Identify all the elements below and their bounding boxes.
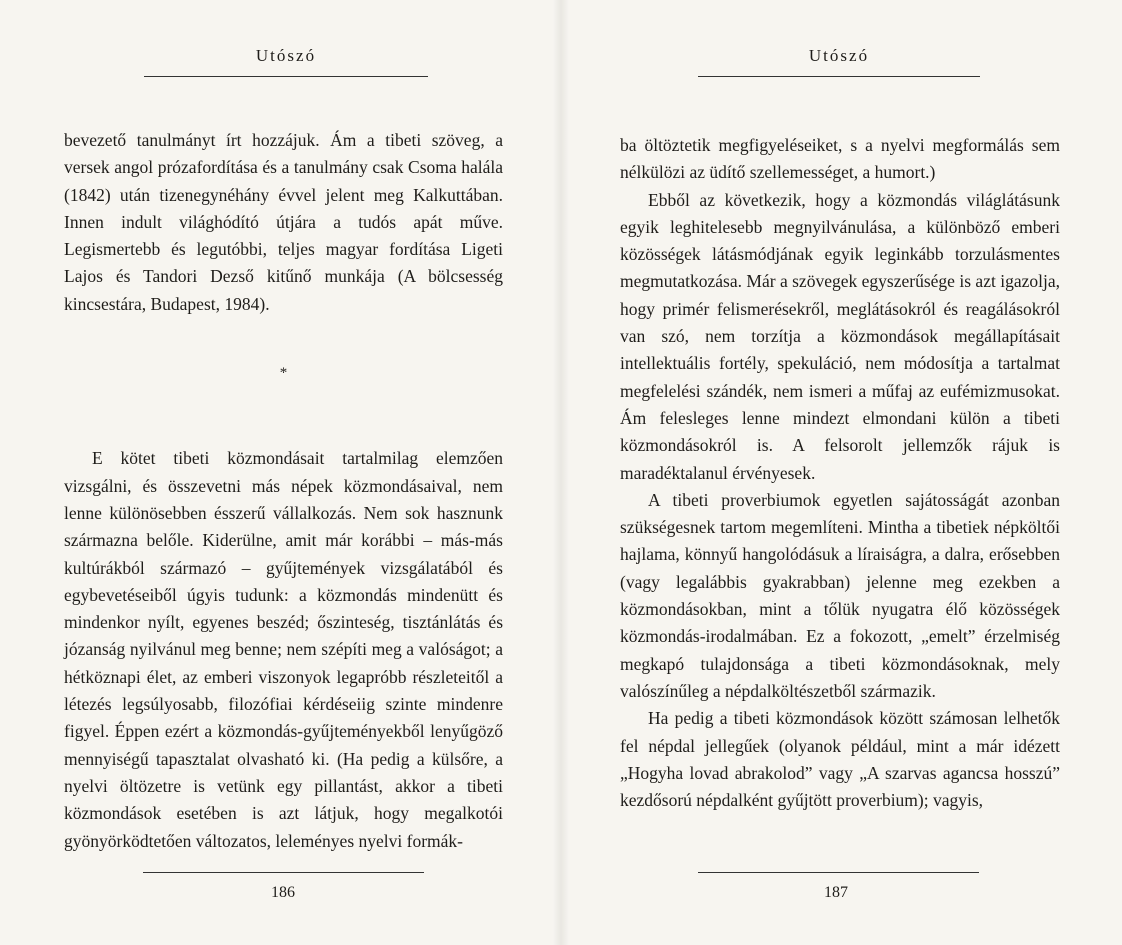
- page-number-right: 187: [824, 884, 848, 901]
- section-break-asterisk: *: [279, 365, 288, 382]
- paragraph: Ebből az következik, hogy a közmondás világlátásunk egyik leghitelesebb megnyilvánulása, a különböző emberi közösségek látásmódjának egyik leginkább torzulásmentes megmutatkozása. Már a szövegek egyszerűsége is azt igazolja, hogy primér felismerésekről, meglátásokról és reagálásokról van szó, nem torzítja a közmondások megállapításait intellektuális fortély, spekuláció, nem módosítja a tartalmat megfelelési szándék, nem ismeri a műfaj az eufémizmusokat. Ám felesleges lenne mindezt elmondani külön a tibeti közmondásokról is. A felsorolt jellemzők rájuk is maradéktalanul érvényesek.: [620, 189, 1060, 483]
- page-number-left: 186: [271, 884, 295, 901]
- right-page: [561, 0, 1122, 945]
- paragraph: E kötet tibeti közmondásait tartalmilag elemzően vizsgálni, és összevetni más népek közmondásaival, nem lenne különösebben ésszerű vállalkozás. Nem sok hasznunk származna belőle. Kiderülne, amit már korábbi – más-más kultúrákból származó – gyűjtemények vizsgálatából és egybevetéseiből úgyis tudunk: a közmondás mindenütt és mindenkor nyílt, egyenes beszéd; őszinteség, tisztánlátás és józanság nyilvánul meg benne; nem szépíti meg a valóságot; a hétköznapi élet, az emberi viszonyok legapróbb részleteitől a létezés legsúlyosabb, filozófiai kérdéseiig szinte mindenre figyel. Éppen ezért a közmondás-gyűjteményekből lenyűgöző mennyiségű tapasztalat olvasható ki. (Ha pedig a külsőre, a nyelvi öltözetre is vetünk egy pillantást, akkor a tibeti közmondások esetében is azt látjuk, hogy megalkotói gyönyörködtetően változatos, leleményes nyelvi formák-: [64, 448, 503, 851]
- header-rule-left: [144, 76, 428, 77]
- left-page-body: [64, 127, 503, 855]
- running-head-left: Utószó: [255, 46, 317, 65]
- running-head-right: Utószó: [808, 46, 870, 65]
- header-rule-right: [698, 76, 980, 77]
- paragraph: Ha pedig a tibeti közmondások között számosan lelhetők fel népdal jellegűek (olyanok például, mint a már idézett „Hogyha lovad abrakolod” vagy „A szarvas agancsa hosszú” kezdősorú népdalként gyűjtött proverbium); vagyis,: [620, 708, 1060, 811]
- footer-rule-right: [698, 872, 979, 873]
- paragraph: A tibeti proverbiumok egyetlen sajátosságát azonban szükségesnek tartom megemlíteni. Mintha a tibetiek népköltői hajlama, könnyű hangolódásuk a líraiságra, a dalra, erősebben (vagy legalábbis gyakrabban) jelenne meg ezekben a közmondásokban, mint a tőlük nyugatra élő közösségek közmondás-irodalmában. Ez a fokozott, „emelt” érzelmiség megkapó tulajdonsága a tibeti közmondásoknak, mely valószínűleg a népdalköltészetből származik.: [620, 489, 1060, 701]
- paragraph-continuation: bevezető tanulmányt írt hozzájuk. Ám a tibeti szöveg, a versek angol prózafordítása és a tanulmány csak Csoma halála (1842) után tizenegynéhány évvel jelent meg Kalkuttában. Innen indult világhódító útjára a tudós apát műve. Legismertebb és legutóbbi, teljes magyar fordítása Ligeti Lajos és Tandori Dezső kitűnő munkája (A bölcsesség kincsestára, Budapest, 1984).: [64, 130, 503, 314]
- paragraph-continuation: ba öltöztetik megfigyeléseiket, s a nyelvi megformálás sem nélkülözi az üdítő szellemességet, a humort.): [620, 135, 1060, 183]
- footer-rule-left: [143, 872, 424, 873]
- right-page-body: [620, 132, 1060, 814]
